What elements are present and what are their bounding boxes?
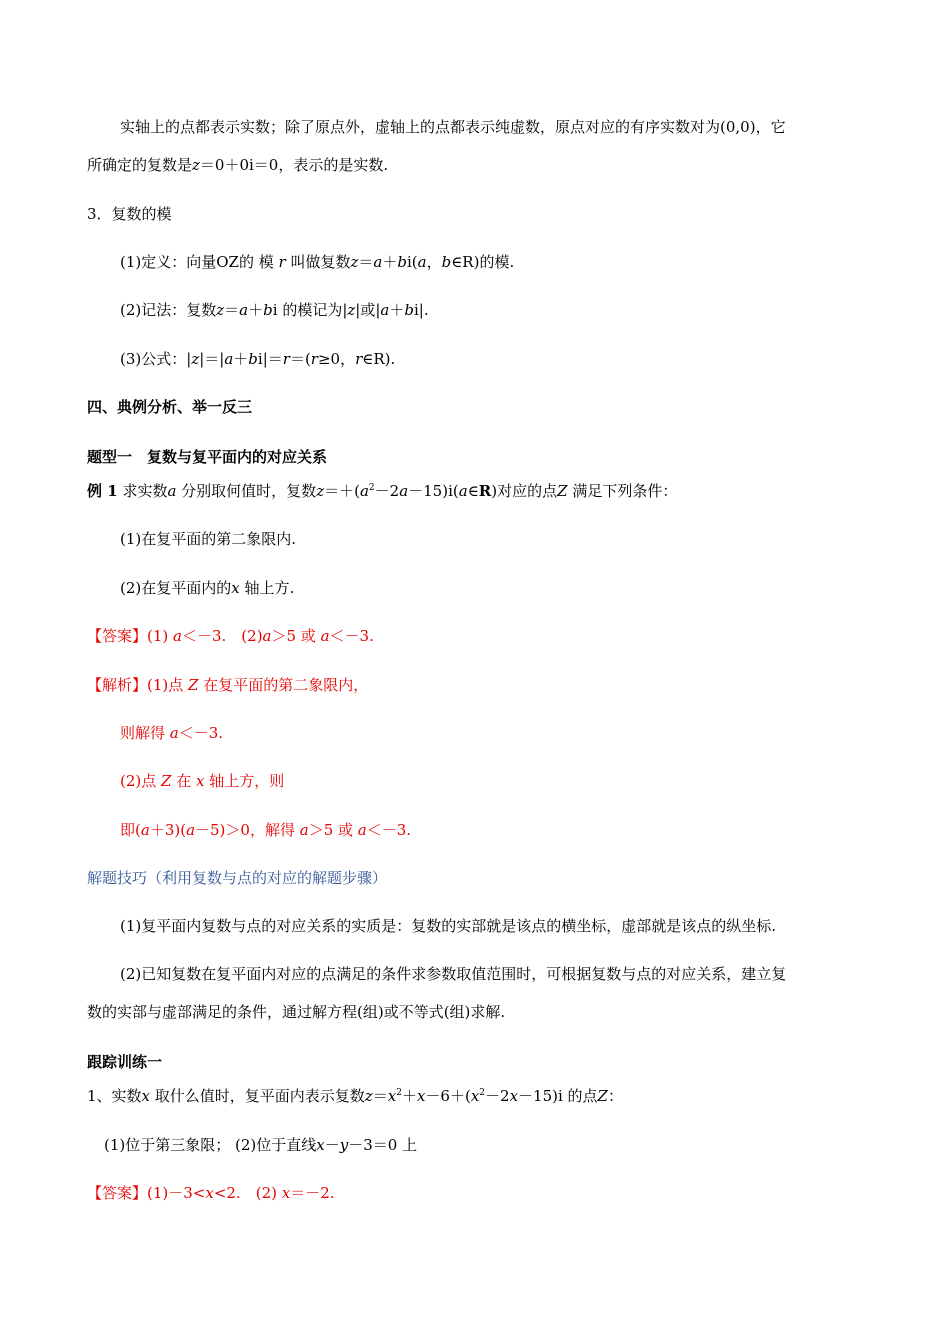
example-1-question-1: (1)在复平面的第二象限内. xyxy=(120,530,297,548)
paragraph-real-axis-line1: 实轴上的点都表示实数；除了原点外，虚轴上的点都表示纯虚数，原点对应的有序实数对为(0,0)，它 xyxy=(120,118,786,136)
practice-heading: 跟踪训练一 xyxy=(87,1053,163,1071)
example-1-question-2: (2)在复平面内的x 轴上方. xyxy=(120,579,295,597)
tips-item-1: (1)复平面内复数与点的对应关系的实质是：复数的实部就是该点的横坐标，虚部就是该点的纵坐标. xyxy=(120,917,777,935)
example-1-answer: 【答案】(1) a＜－3. (2)a＞5 或 a＜－3. xyxy=(87,627,374,645)
modulus-notation: (2)记法：复数z＝a＋bi 的模记为|z|或|a＋bi|. xyxy=(120,301,429,319)
modulus-definition: (1)定义：向量OZ的 模 r 叫做复数z＝a＋bi(a，b∈R)的模. xyxy=(120,253,515,271)
tips-item-2-line2: 数的实部与虚部满足的条件，通过解方程(组)或不等式(组)求解. xyxy=(87,1003,506,1021)
modulus-formula: (3)公式：|z|＝|a＋bi|＝r＝(r≥0，r∈R). xyxy=(120,350,396,368)
section-heading-modulus: 3．复数的模 xyxy=(87,205,172,223)
practice-subquestions: (1)位于第三象限； (2)位于直线x－y－3＝0 上 xyxy=(104,1136,418,1154)
example-1-solution-2: 则解得 a＜－3. xyxy=(120,724,224,742)
paragraph-real-axis-line2: 所确定的复数是z＝0＋0i＝0，表示的是实数. xyxy=(87,156,389,174)
example-1-solution-3: (2)点 Z 在 x 轴上方，则 xyxy=(120,772,285,790)
tips-item-2-line1: (2)已知复数在复平面内对应的点满足的条件求参数取值范围时，可根据复数与点的对应关系，建立复 xyxy=(120,965,787,983)
example-1-solution-4: 即(a＋3)(a－5)＞0，解得 a＞5 或 a＜－3. xyxy=(120,821,412,839)
problem-type-heading: 题型一 复数与复平面内的对应关系 xyxy=(87,448,328,466)
example-1-solution-1: 【解析】(1)点 Z 在复平面的第二象限内， xyxy=(87,676,369,694)
section-heading-examples: 四、典例分析、举一反三 xyxy=(87,398,253,416)
practice-answer: 【答案】(1)－3<x<2. (2) x＝－2. xyxy=(87,1184,335,1202)
tips-heading: 解题技巧（利用复数与点的对应的解题步骤） xyxy=(87,869,388,887)
practice-question-1: 1、实数x 取什么值时，复平面内表示复数$z=x^2+x-6+(x^2-2x-15)i$ 的点Z： xyxy=(87,1087,623,1105)
example-1-statement: 例 1 求实数a 分别取何值时，复数$z=+(a^2-2a-15)i(a\in R)$对应的点Z 满足下列条件： xyxy=(87,482,678,500)
